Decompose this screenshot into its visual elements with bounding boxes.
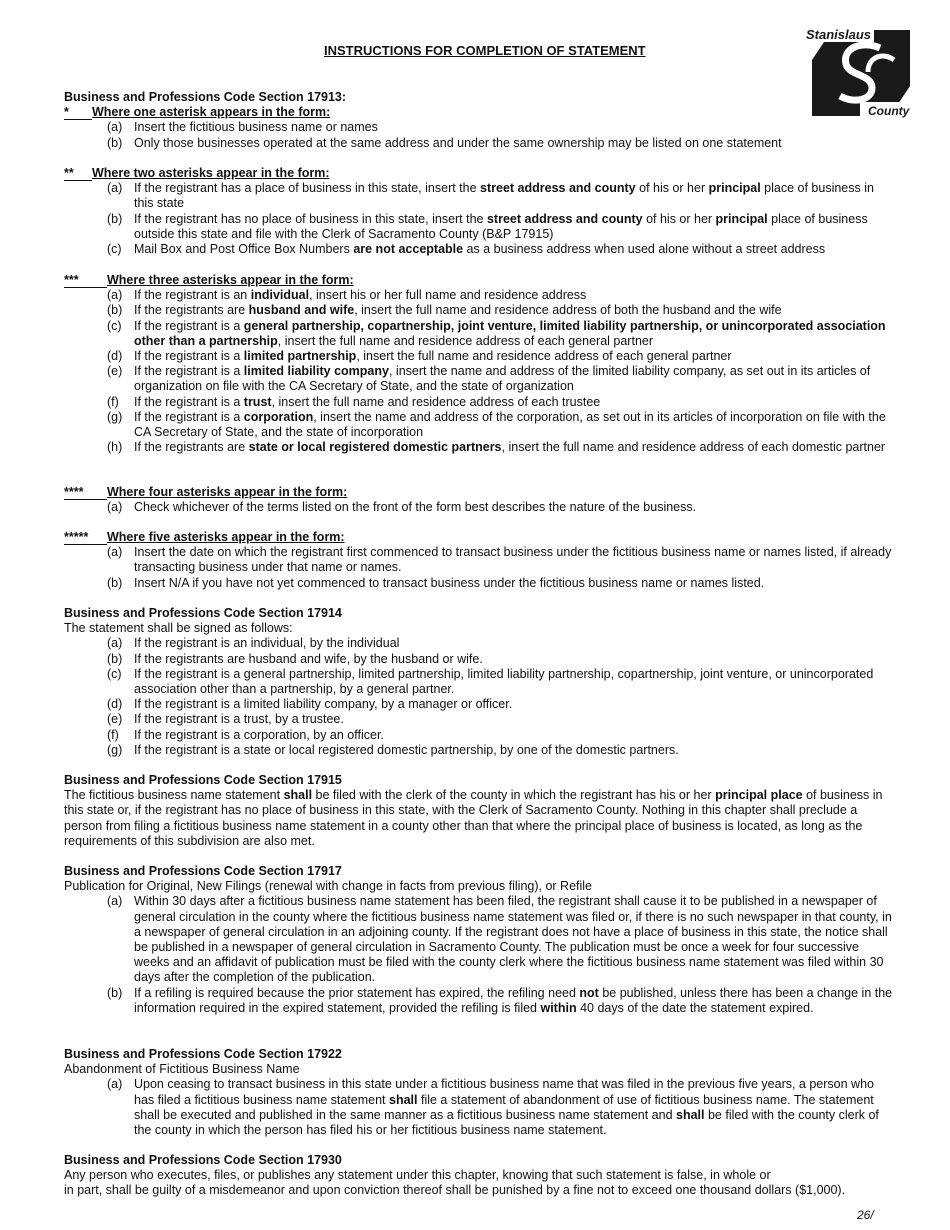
list-item: (b) If the registrants are husband and wife, by the husband or wife.: [107, 651, 483, 666]
asterisk-marker: *: [64, 105, 69, 120]
list-item: (f) If the registrant is a corporation, by an officer.: [107, 727, 384, 742]
heading-text: Where two asterisks appear in the form:: [92, 166, 330, 180]
five-asterisk-heading: [64, 530, 894, 545]
list-item: (b) If the registrant has no place of business in this state, insert the street address and county of his or her principal place of business outside this state and file with the Clerk of Sacramento County (B&P 17915): [107, 211, 868, 241]
section-intro: Abandonment of Fictitious Business Name: [64, 1062, 300, 1077]
asterisk-marker: **: [64, 166, 74, 180]
one-asterisk-heading: [64, 105, 894, 120]
section-title: Business and Professions Code Section 17922: [64, 1047, 342, 1061]
list-item: (c) If the registrant is a general partnership, limited partnership, limited liability partnership, copartnership, joint venture, or unincorporated association other than a partnership, by a general partner.: [107, 666, 874, 697]
list-item: (a) If the registrant is an individual, insert his or her full name and residence address: [107, 288, 587, 303]
three-asterisk-heading: [64, 273, 894, 288]
four-asterisk-section: [64, 485, 894, 515]
list-item: (g) If the registrant is a corporation, insert the name and address of the corporation, as set out in its articles of incorporation on file with the CA Secretary of State, and the state of incorporation: [107, 409, 886, 440]
list-item: (b) Insert N/A if you have not yet commenced to transact business under the fictitious business name or names listed.: [107, 575, 765, 590]
list-item: (g) If the registrant is a state or local registered domestic partnership, by one of the domestic partners.: [107, 742, 679, 757]
svg-text:County: County: [868, 104, 910, 118]
section-17913: [64, 90, 894, 151]
five-asterisk-section: [64, 530, 894, 591]
four-asterisk-heading: [64, 485, 894, 500]
section-paragraph: The fictitious business name statement shall be filed with the clerk of the county in which the registrant has his or her principal place of business in this state or, if the registrant has no place of business in this state, with the Clerk of Sacramento County. Nothing in this chapter shall preclude a person from filing a fictitious business name statement in a county other than that where the principal place of business is located, as long as the requirements of this subdivision are also met.: [64, 788, 883, 848]
section-17917: [64, 864, 894, 1016]
list-item: (a) Check whichever of the terms listed on the front of the form best describes the nature of the business.: [107, 500, 697, 515]
section-title: Business and Professions Code Section 17913:: [64, 90, 347, 104]
list-item: (f) If the registrant is a trust, insert the full name and residence address of each trustee: [107, 394, 601, 409]
section-line: in part, shall be guilty of a misdemeanor and upon conviction thereof shall be punished by a fine not to exceed one thousand dollars ($1,000).: [64, 1183, 846, 1198]
asterisk-marker: ***: [64, 273, 79, 287]
section-17922: [64, 1047, 894, 1138]
list-item: (b) Only those businesses operated at the same address and under the same ownership may be listed on one statement: [107, 135, 782, 150]
page-number: 26/: [857, 1208, 874, 1222]
section-17930: [64, 1153, 894, 1199]
section-line: Any person who executes, files, or publishes any statement under this chapter, knowing that such statement is false, in whole or: [64, 1168, 771, 1183]
heading-text: Where one asterisk appears in the form:: [92, 105, 331, 120]
list-item: (e) If the registrant is a trust, by a trustee.: [107, 712, 344, 727]
list-item: (a) Insert the date on which the registrant first commenced to transact business under the fictitious business name or names listed, if already transacting business under that name or names.: [107, 545, 892, 575]
section-intro: Publication for Original, New Filings (renewal with change in facts from previous filing), or Refile: [64, 879, 592, 894]
list-item: (a) If the registrant is an individual, by the individual: [107, 636, 400, 651]
list-item: (h) If the registrants are state or local registered domestic partners, insert the full name and residence address of each domestic partner: [107, 440, 886, 455]
svg-text:Stanislaus: Stanislaus: [806, 27, 872, 42]
two-asterisk-section: [64, 166, 894, 257]
heading-text: Where five asterisks appear in the form:: [107, 530, 345, 544]
page-title: INSTRUCTIONS FOR COMPLETION OF STATEMENT: [324, 43, 646, 58]
three-asterisk-section: [64, 273, 894, 455]
list-item: (c) If the registrant is a general partnership, copartnership, joint venture, limited liability partnership, or unincorporated association other than a partnership, insert the full name and residence address of each general partner: [107, 318, 886, 348]
list-item: (a) Within 30 days after a fictitious business name statement has been filed, the registrant shall cause it to be published in a newspaper of general circulation in the county where the fictitious business name statement was filed or, if there is no such newspaper in that county, in a newspaper of general circulation in an adjoining county. If the registrant does not have a place of business in this state, the notice shall be published in a newspaper of general circulation in Sacramento County. The publication must be once a week for four successive weeks and an affidavit of publication must be filed with the county clerk where the fictitious business name statement was filed within 30 days after the completion of the publication.: [107, 894, 892, 985]
list-item: (b) If a refiling is required because the prior statement has expired, the refiling need not be published, unless there has been a change in the information required in the expired statement, provided the refiling is filed within 40 days of the date the statement expired.: [107, 985, 893, 1015]
section-title: Business and Professions Code Section 17917: [64, 864, 342, 878]
list-item: (d) If the registrant is a limited partnership, insert the full name and residence address of each general partner: [107, 349, 732, 363]
heading-text: Where four asterisks appear in the form:: [107, 485, 348, 499]
list-item: (b) If the registrants are husband and wife, insert the full name and residence address of both the husband and the wife: [107, 303, 782, 318]
list-item: (d) If the registrant is a limited liability company, by a manager or officer.: [107, 697, 513, 712]
list-item: (e) If the registrant is a limited liability company, insert the name and address of the limited liability company, as set out in its articles of organization on file with the CA Secretary of State, and the state of organization: [107, 364, 871, 394]
section-17915: [64, 773, 894, 849]
section-intro: The statement shall be signed as follows:: [64, 621, 293, 636]
section-title: Business and Professions Code Section 17930: [64, 1153, 342, 1167]
two-asterisk-heading: [64, 166, 894, 181]
section-title: Business and Professions Code Section 17914: [64, 606, 342, 620]
section-title: Business and Professions Code Section 17915: [64, 773, 342, 787]
list-item: (c) Mail Box and Post Office Box Numbers are not acceptable as a business address when used alone without a street address: [107, 242, 826, 256]
section-17914: [64, 606, 894, 758]
list-item: (a) Insert the fictitious business name or names: [107, 120, 378, 135]
asterisk-marker: ****: [64, 485, 84, 499]
heading-text: Where three asterisks appear in the form:: [107, 273, 354, 287]
asterisk-marker: *****: [64, 530, 89, 544]
list-item: (a) Upon ceasing to transact business in this state under a fictitious business name that was filed in the previous five years, a person who has filed a fictitious business name statement shall file a statement of abandonment of use of fictitious business name. The statement shall be executed and published in the same manner as a fictitious business name statement and shall be filed with the county clerk of the county in which the person has filed his or her fictitious business name statement.: [107, 1077, 879, 1138]
list-item: (a) If the registrant has a place of business in this state, insert the street address and county of his or her principal place of business in this state: [107, 181, 874, 211]
